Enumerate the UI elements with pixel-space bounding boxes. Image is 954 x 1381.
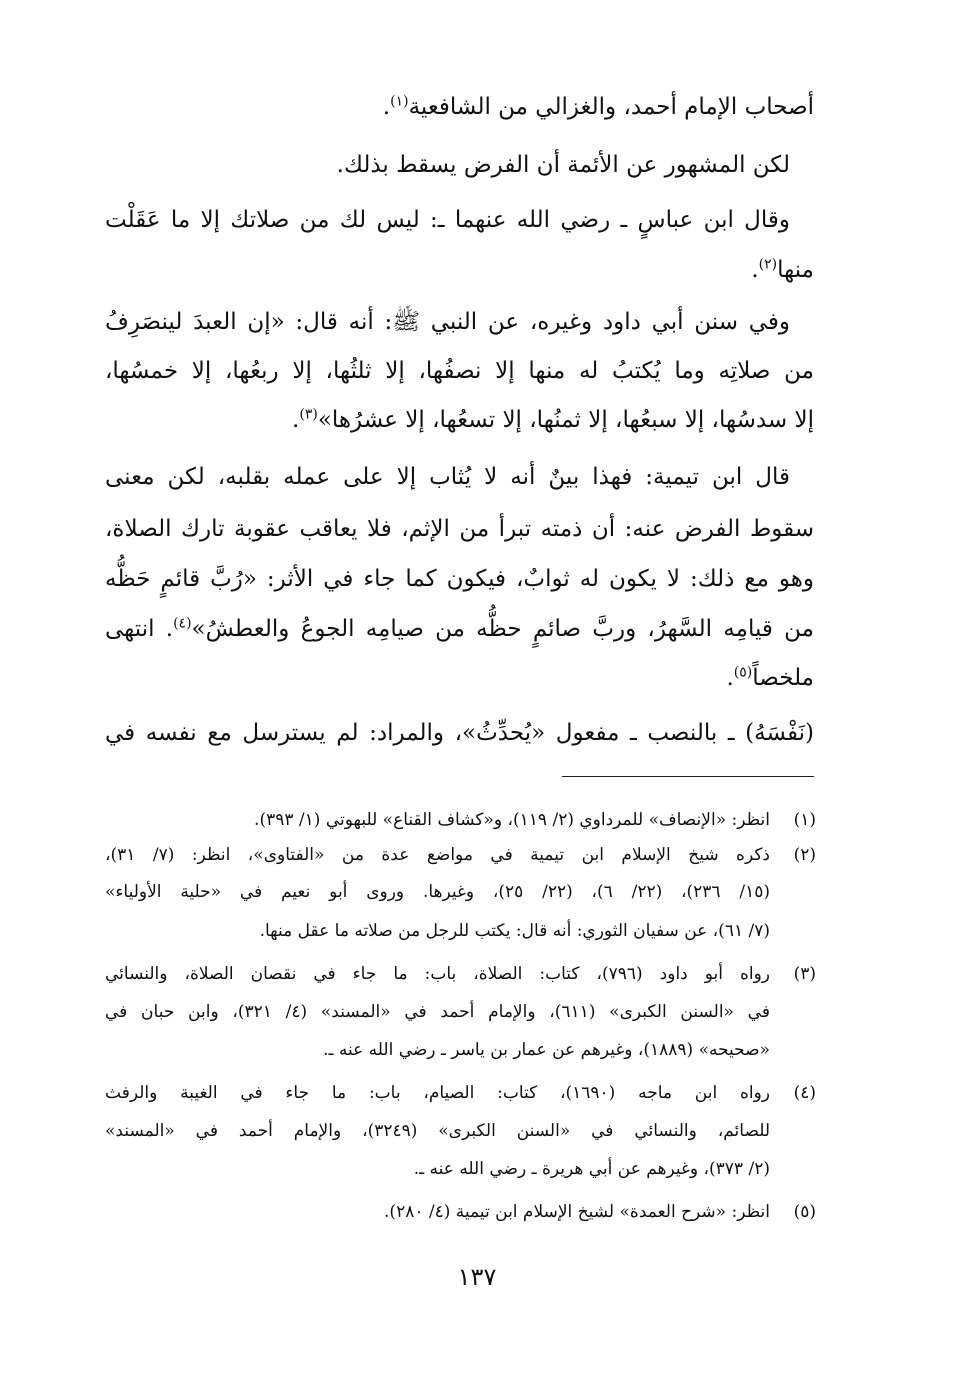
footnote-5: [105, 1200, 816, 1224]
footnote-text: ذكره شيخ الإسلام ابن تيمية في مواضع عدة من «الفتاوى»، انظر: (٧/ ٣١)،: [105, 845, 770, 865]
footnote-number: (٣): [793, 964, 816, 984]
body-line-3: وقال ابن عباسٍ ـ رضي الله عنهما ـ: ليس لك من صلاتك إلا ما عَقَلْت: [105, 207, 790, 233]
footnote-4: [105, 1081, 816, 1177]
footnote-text: انظر: «شرح العمدة» لشيخ الإسلام ابن تيمية (٤/ ٢٨٠).: [384, 1202, 770, 1222]
footnote-number: (٥): [793, 1202, 816, 1222]
footnote-3: [105, 962, 816, 1058]
body-line-8: قال ابن تيمية: فهذا بينٌ أنه لا يُثاب إلا على عمله بقلبه، لكن معنى: [105, 464, 790, 490]
footnote-separator: [562, 776, 814, 777]
body-line-12: ملخصاً$^{(٥)}$.: [726, 664, 814, 691]
footnote-number: (٢): [793, 845, 816, 865]
body-line-10: وهو مع ذلك: لا يكون له ثوابٌ، فيكون كما جاء في الأثر: «رُبَّ قائمٍ حَظُّه: [105, 566, 814, 592]
footnote-text: انظر: «الإنصاف» للمرداوي (٢/ ١١٩)، و«كشاف القناع» للبهوتي (١/ ٣٩٣).: [254, 810, 770, 830]
footnote-1: [105, 808, 816, 832]
footnote-number: (٤): [793, 1083, 816, 1103]
footnote-text: رواه ابن ماجه (١٦٩٠)، كتاب: الصيام، باب: ما جاء في الغيبة والرفث: [105, 1083, 770, 1103]
footnote-text: (٢/ ٣٧٣)، وغيرهم عن أبي هريرة ـ رضي الله عنه ـ.: [413, 1159, 770, 1179]
body-line-2: لكن المشهور عن الأئمة أن الفرض يسقط بذلك.: [336, 152, 790, 178]
footnote-text: في «السنن الكبرى» (٦١١)، والإمام أحمد في «المسند» (٤/ ٣٢١)، وابن حبان في: [105, 1002, 770, 1022]
body-line-6: من صلاتِه وما يُكتبُ له منها إلا نصفُها، إلا ثلثُها، إلا ربعُها، إلا خمسُها،: [105, 358, 814, 384]
body-line-9: سقوط الفرض عنه: أن ذمته تبرأ من الإثم، فلا يعاقب عقوبة تارك الصلاة،: [105, 516, 814, 542]
body-line-13: (نَفْسَهُ) ـ بالنصب ـ مفعول «يُحدِّثُ»، والمراد: لم يسترسل مع نفسه في: [105, 720, 814, 746]
footnote-2: [105, 843, 816, 939]
body-line-11: من قيامِه السَّهرُ، وربَّ صائمٍ حظُّه من صيامِه الجوعُ والعطشُ»$^{(٤)}$. انتهى: [105, 615, 814, 642]
body-line-4: منها$^{(٢)}$.: [751, 256, 814, 283]
footnote-text: رواه أبو داود (٧٩٦)، كتاب: الصلاة، باب: ما جاء في نقصان الصلاة، والنسائي: [105, 964, 770, 984]
body-line-1: أصحاب الإمام أحمد، والغزالي من الشافعية$^{(١)}$.: [382, 93, 814, 120]
body-line-7: إلا سدسُها، إلا سبعُها، إلا ثمنُها، إلا تسعُها، إلا عشرُها»$^{(٣)}$.: [292, 406, 814, 433]
footnote-text: (١٥/ ٢٣٦)، (٢٢/ ٦)، (٢٢/ ٢٥)، وغيرها. وروى أبو نعيم في «حلية الأولياء»: [105, 882, 770, 902]
footnote-number: (١): [793, 810, 816, 830]
footnote-text: (٧/ ٦١)، عن سفيان الثوري: أنه قال: يكتب للرجل من صلاته ما عقل منها.: [259, 921, 770, 941]
body-line-5: وفي سنن أبي داود وغيره، عن النبي ﷺ: أنه قال: «إن العبدَ لينصَرِفُ: [105, 309, 790, 335]
footnote-text: «صحيحه» (١٨٨٩)، وغيرهم عن عمار بن ياسر ـ رضي الله عنه ـ.: [323, 1040, 770, 1060]
page-number: ١٣٧: [457, 1263, 497, 1291]
footnote-text: للصائم، والنسائي في «السنن الكبرى» (٣٢٤٩)، والإمام أحمد في «المسند»: [105, 1121, 770, 1141]
